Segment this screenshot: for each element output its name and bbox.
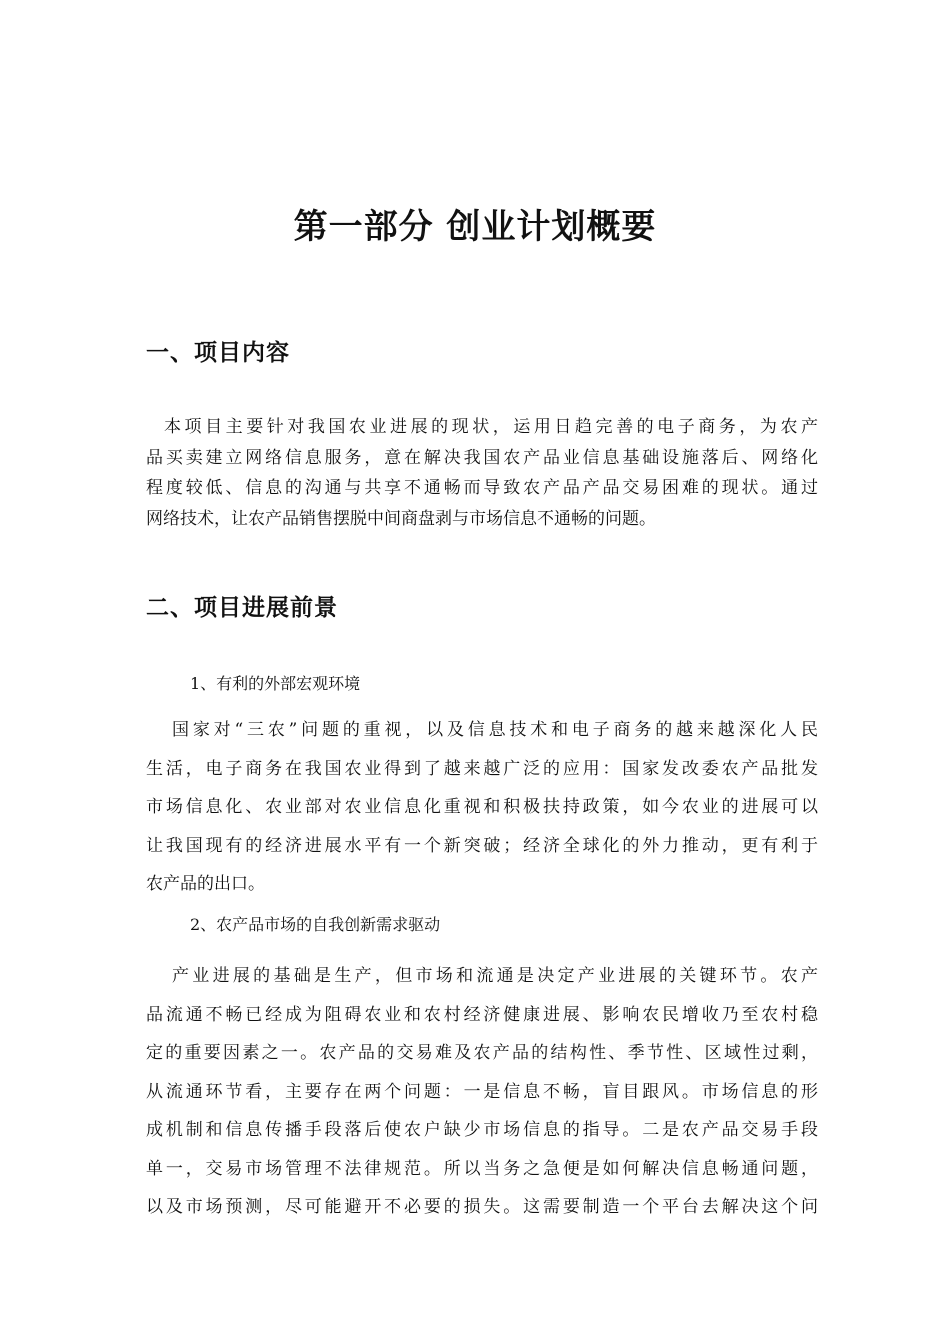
paragraph-line: 让我国现有的经济进展水平有一个新突破；经济全球化的外力推动，更有利于	[146, 835, 818, 856]
paragraph-line: 网络技术，让农产品销售摆脱中间商盘剥与市场信息不通畅的问题。	[146, 508, 656, 529]
paragraph-line: 单一，交易市场管理不法律规范。所以当务之急便是如何解决信息畅通问题，	[146, 1158, 818, 1179]
subsection-title-innovation-demand: 2、农产品市场的自我创新需求驱动	[190, 915, 441, 934]
paragraph-line: 以及市场预测，尽可能避开不必要的损失。这需要制造一个平台去解决这个问	[146, 1197, 818, 1217]
section-heading-project-prospects: 二、项目进展前景	[146, 595, 338, 621]
paragraph-line: 品买卖建立网络信息服务，意在解决我国农产品业信息基础设施落后、网络化	[146, 447, 818, 468]
paragraph-line: 国家对“三农”问题的重视，以及信息技术和电子商务的越来越深化人民	[172, 720, 818, 740]
paragraph-line: 产业进展的基础是生产，但市场和流通是决定产业进展的关键环节。农产	[172, 966, 818, 986]
section-heading-project-content: 一、项目内容	[146, 340, 290, 366]
macro-environment-paragraph	[146, 711, 818, 904]
paragraph-line: 市场信息化、农业部对农业信息化重视和积极扶持政策，如今农业的进展可以	[146, 797, 818, 817]
paragraph-line: 程度较低、信息的沟通与共享不通畅而导致农产品产品交易困难的现状。通过	[146, 478, 818, 498]
innovation-demand-paragraph	[146, 957, 818, 1227]
paragraph-line: 本项目主要针对我国农业进展的现状，运用日趋完善的电子商务，为农产	[164, 417, 818, 437]
paragraph-line: 品流通不畅已经成为阻碍农业和农村经济健康进展、影响农民增收乃至农村稳	[146, 1004, 818, 1025]
project-content-paragraph	[146, 412, 818, 534]
paragraph-line: 定的重要因素之一。农产品的交易难及农产品的结构性、季节性、区域性过剩，	[146, 1043, 818, 1063]
paragraph-line: 从流通环节看，主要存在两个问题：一是信息不畅，盲目跟风。市场信息的形	[146, 1081, 818, 1102]
paragraph-line: 生活，电子商务在我国农业得到了越来越广泛的应用：国家发改委农产品批发	[146, 758, 818, 779]
paragraph-line: 农产品的出口。	[146, 874, 265, 894]
paragraph-line: 成机制和信息传播手段落后使农户缺少市场信息的指导。二是农产品交易手段	[146, 1120, 818, 1140]
page-title: 第一部分 创业计划概要	[293, 207, 657, 247]
subsection-title-macro-environment: 1、有利的外部宏观环境	[190, 674, 361, 693]
